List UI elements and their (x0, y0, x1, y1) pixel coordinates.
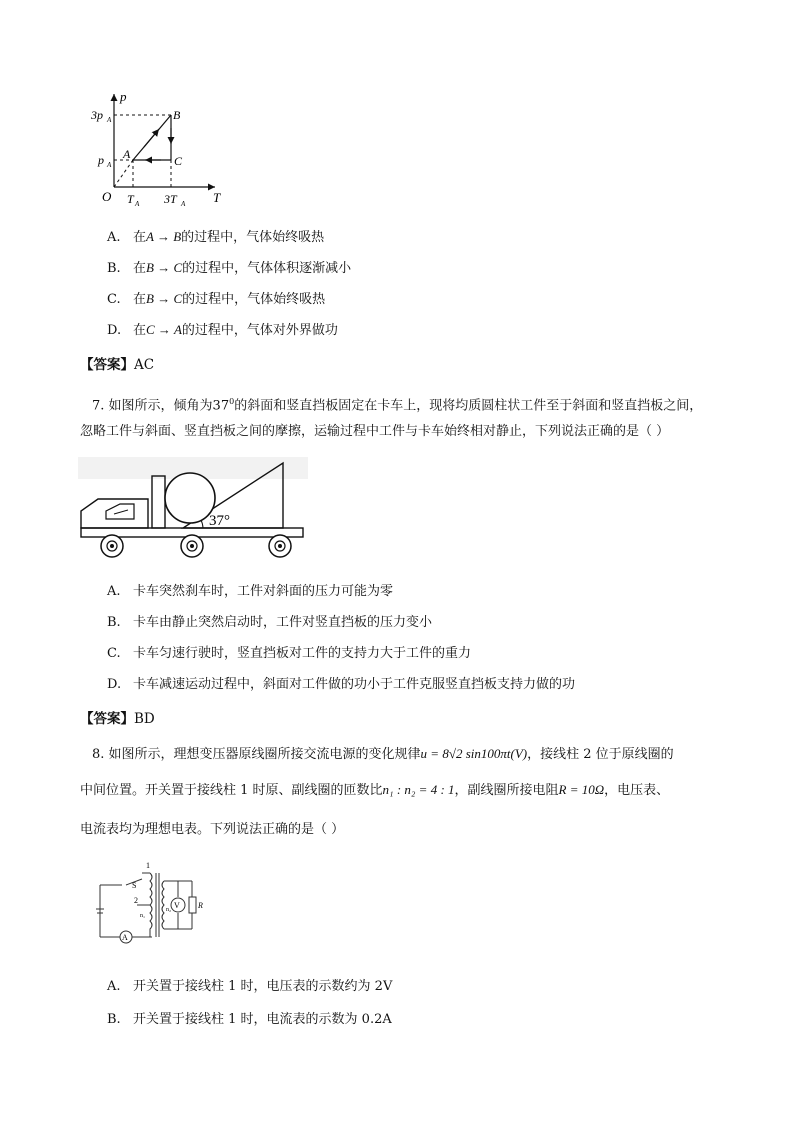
resistance-value: R = 10Ω (558, 782, 605, 797)
angle-label: 37° (209, 513, 230, 529)
svg-text:A: A (107, 116, 112, 124)
q7-stem-line1: 7. 如图所示，倾角为$37^0$的斜面和竖直挡板固定在卡车上，现将均质圆柱状工件至于斜面和竖直挡板之间， (92, 397, 703, 414)
voltage-formula: u = 8√2 sin100πt(V) (420, 746, 528, 761)
y-axis-label: p (120, 89, 127, 104)
wheel-rear (269, 535, 291, 557)
wheel-front (101, 535, 123, 557)
svg-text:n₁: n₁ (140, 913, 146, 919)
point-a-label: A (123, 147, 131, 161)
wheel-middle (181, 535, 203, 557)
tick-pa: p (98, 153, 104, 167)
svg-text:A: A (181, 200, 186, 208)
q7-answer: 【答案】BD (80, 711, 155, 727)
q7-option-c: C. 卡车匀速行驶时，竖直挡板对工件的支持力大于工件的重力 (107, 646, 472, 661)
tick-ta: T (127, 192, 134, 206)
q8-stem-line2: 中间位置。开关置于接线柱 1 时原、副线圈的匝数比n₁ : n₂ = 4 : 1，副线圈所接电阻R = 10Ω，电压表、 (80, 782, 670, 798)
pt-graph (85, 88, 225, 213)
svg-text:n₂: n₂ (166, 907, 172, 913)
q8-option-a: A. 开关置于接线柱 1 时，电压表的示数约为 2V (107, 979, 393, 994)
transformer-circuit (92, 857, 212, 949)
svg-text:S: S (132, 881, 137, 890)
tick-3pa: 3p (91, 108, 103, 122)
svg-text:A: A (107, 161, 112, 169)
tick-3ta: 3T (164, 192, 177, 206)
point-b-label: B (173, 108, 181, 122)
vertical-plate (152, 476, 165, 528)
q8-stem-line1: 8. 如图所示，理想变压器原线圈所接交流电源的变化规律u = 8√2 sin100πt(V)，接线柱 2 位于原线圈的 (92, 746, 674, 762)
truck-figure (78, 455, 313, 570)
origin-label: O (102, 189, 112, 204)
q6-option-c: C. 在B → C的过程中，气体始终吸热 (107, 291, 326, 307)
q7-stem-line2: 忽略工件与斜面、竖直挡板之间的摩擦，运输过程中工件与卡车始终相对静止，下列说法正确的是（ ） (80, 424, 670, 439)
cylinder-workpiece (165, 473, 215, 523)
q7-option-b: B. 卡车由静止突然启动时，工件对竖直挡板的压力变小 (107, 615, 433, 630)
q6-option-a: A. 在A → B的过程中，气体始终吸热 (107, 229, 325, 245)
q6-answer: 【答案】AC (80, 357, 155, 373)
q7-option-d: D. 卡车减速运动过程中，斜面对工件做的功小于工件克服竖直挡板支持力做的功 (107, 677, 576, 692)
point-c-label: C (174, 154, 183, 168)
turns-ratio: n₁ : n₂ = 4 : 1 (382, 782, 455, 797)
svg-text:R: R (198, 901, 203, 910)
q6-option-b: B. 在B → C的过程中，气体体积逐渐减小 (107, 260, 352, 276)
x-axis-label: T (213, 190, 221, 205)
q7-option-a: A. 卡车突然刹车时，工件对斜面的压力可能为零 (107, 584, 394, 599)
svg-text:A: A (122, 933, 128, 942)
q8-option-b: B. 开关置于接线柱 1 时，电流表的示数为 0.2A (107, 1012, 392, 1027)
q8-stem-line3: 电流表均为理想电表。下列说法正确的是（ ） (80, 822, 345, 837)
svg-text:A: A (135, 200, 140, 208)
q6-option-d: D. 在C → A的过程中，气体对外界做功 (107, 322, 338, 338)
svg-text:V: V (174, 901, 180, 910)
svg-text:2: 2 (134, 896, 138, 905)
svg-text:1: 1 (146, 861, 150, 870)
